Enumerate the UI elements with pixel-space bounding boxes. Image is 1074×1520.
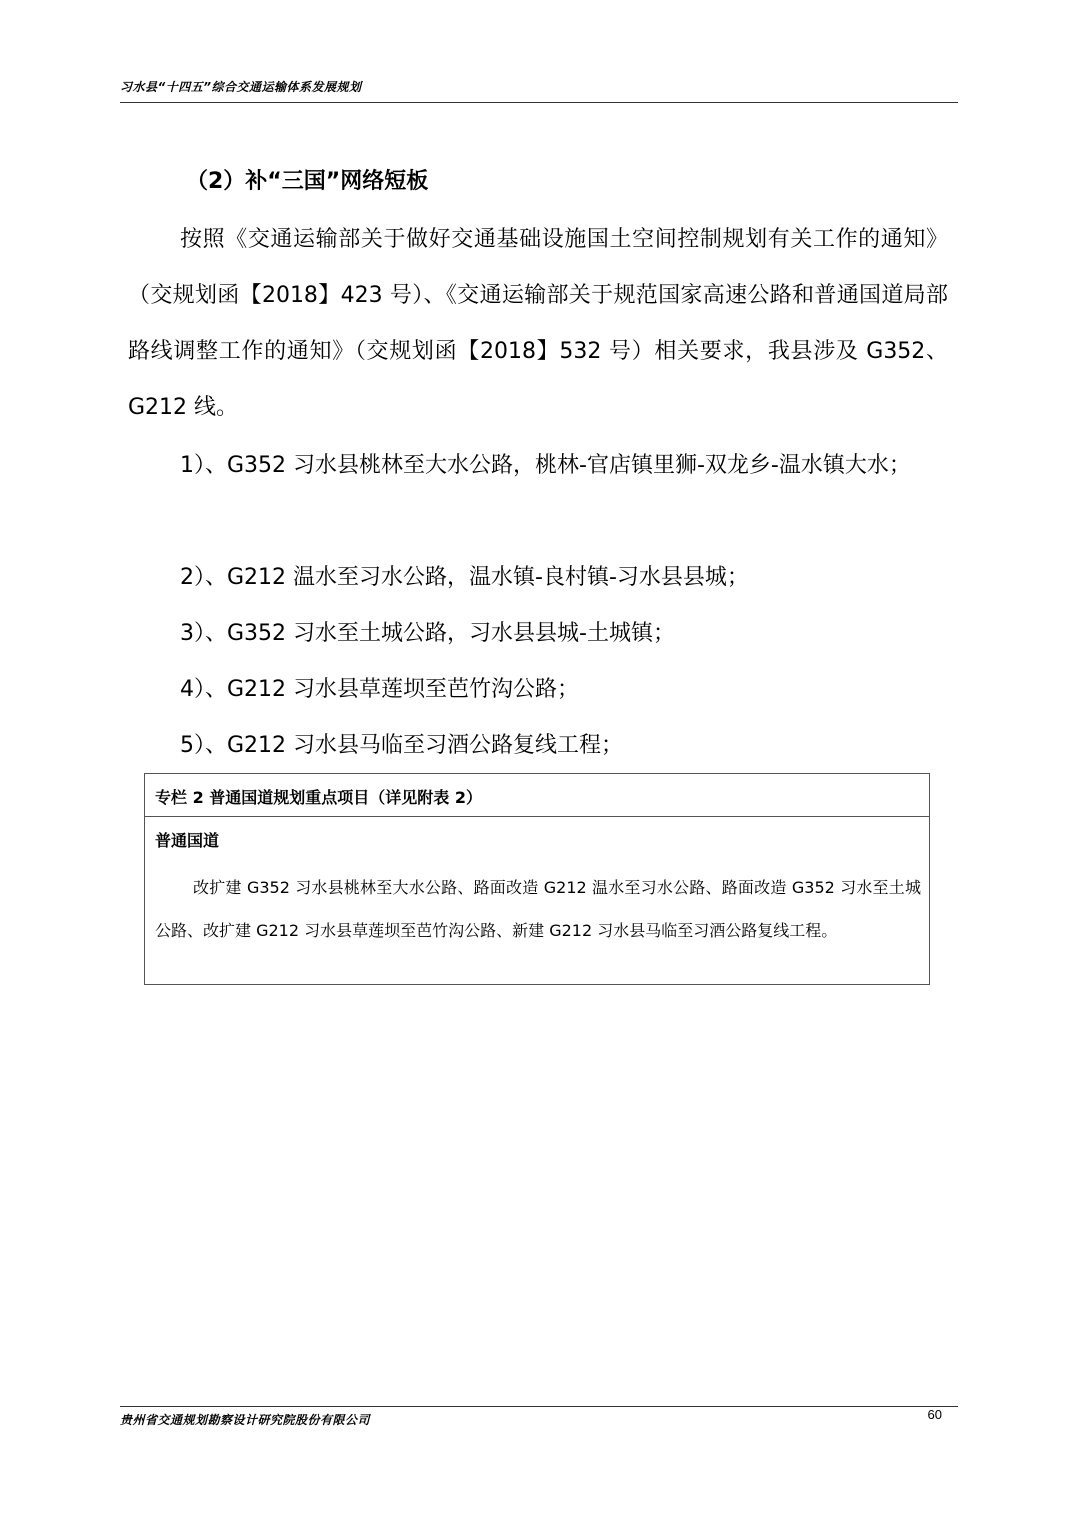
page-header [120,78,958,103]
list-item: 3）、G352 习水至土城公路，习水县县城-土城镇； [180,621,675,646]
sidebar-box [144,773,930,985]
box-body: 改扩建 G352 习水县桃林至大水公路、路面改造 G212 温水至习水公路、路面改造 G352 习水至土城公路、改扩建 G212 习水县草莲坝至芭竹沟公路、新建 G212 习水县马临至习酒公路复线工程。 [155,878,921,940]
list-item: 5）、G212 习水县马临至习酒公路复线工程； [180,733,624,758]
box-title-row [145,774,929,817]
box-title: 专栏 2 普通国道规划重点项目（详见附表 2） [155,788,482,807]
box-label: 普通国道 [155,831,220,850]
section-heading: （2）补“三国”网络短板 [186,169,429,194]
page-footer [120,1406,958,1433]
body-paragraph: 按照《交通运输部关于做好交通基础设施国土空间控制规划有关工作的通知》（交规划函【2018】423 号）、《交通运输部关于规范国家高速公路和普通国道局部路线调整工作的通知》（交规划函【2018】532 号）相关要求，我县涉及 G352、G212 线。 [128,227,948,420]
header-title: 习水县“十四五”综合交通运输体系发展规划 [120,80,362,94]
list-item: 4）、G212 习水县草莲坝至芭竹沟公路； [180,677,580,702]
list-item: 1）、G352 习水县桃林至大水公路，桃林-官店镇里狮-双龙乡-温水镇大水； [180,453,911,478]
footer-organization: 贵州省交通规划勘察设计研究院股份有限公司 [120,1413,371,1427]
list-item: 2）、G212 温水至习水公路，温水镇-良村镇-习水县县城； [180,565,749,590]
page-number: 60 [927,1407,942,1422]
